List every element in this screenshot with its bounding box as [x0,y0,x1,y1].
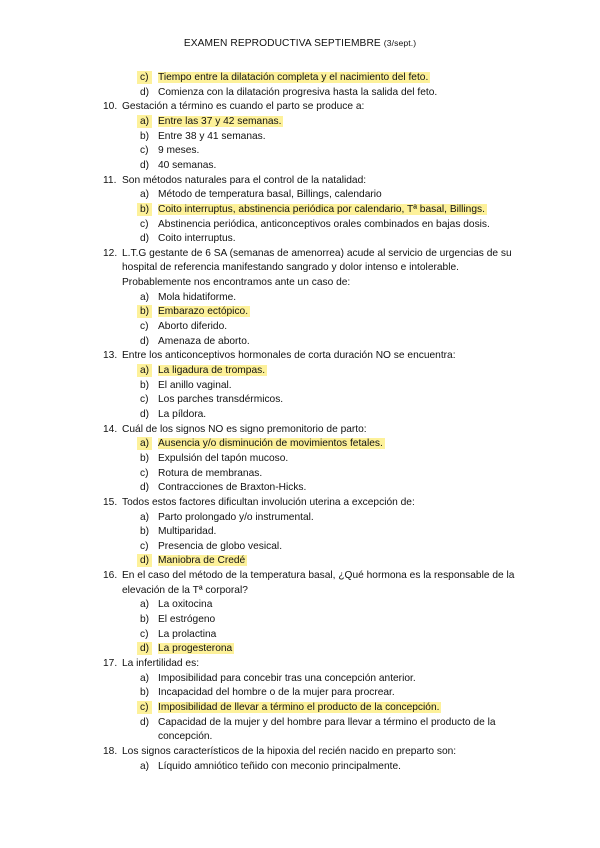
question-number: 16. [103,570,118,582]
question-text: L.T.G gestante de 6 SA (semanas de amenorrea) acude al servicio de urgencias de su [122,247,512,259]
option-letter: b) [140,379,150,391]
option-text [158,305,250,318]
option-text-content: Líquido amniótico teñido con meconio principalmente. [158,760,401,772]
option-text-content: El estrógeno [158,614,216,626]
option-text [158,525,216,538]
option-letter: a) [137,364,152,377]
option-letter: a) [140,189,150,201]
option-letter: b) [140,687,150,699]
option-letter: b) [140,452,150,464]
option-text-content: 40 semanas. [158,159,217,171]
option-text [158,291,236,304]
option-letter: b) [140,614,150,626]
option-letter: a) [137,115,152,128]
option-text [158,393,283,406]
option-text-content: Abstinencia periódica, anticonceptivos orales combinados en bajas dosis. [158,218,490,230]
option-text [158,379,232,392]
option-text-content: Aborto diferido. [158,321,228,333]
option-text [158,642,234,655]
question-text: En el caso del método de la temperatura basal, ¿Qué hormona es la responsable de la [122,570,515,582]
option-text-content: Multiparidad. [158,526,217,538]
option-text-content: La ligadura de trompas. [158,365,266,376]
option-text [158,144,199,157]
question-text: Gestación a término es cuando el parto se produce a: [122,101,365,113]
option-text-content: Imposibilidad para concebir tras una concepción anterior. [158,672,416,684]
option-letter: c) [140,321,149,333]
option-text-content: Mola hidatiforme. [158,291,237,303]
option-text [158,540,282,553]
option-text-content: Presencia de globo vesical. [158,540,283,552]
option-text [158,130,266,143]
option-letter: c) [140,145,149,157]
option-letter: a) [140,599,150,611]
option-letter: c) [137,701,152,714]
option-text-content: Imposibilidad de llevar a término el producto de la concepción. [158,701,440,713]
option-text-content: Amenaza de aborto. [158,335,250,347]
option-text [158,613,215,626]
option-text [158,481,306,494]
option-letter: b) [140,130,150,142]
option-text [158,730,212,743]
option-text [158,364,267,377]
question-number: 14. [103,423,118,435]
option-text-content: Rotura de membranas. [158,467,263,479]
option-text-content: Entre 38 y 41 semanas. [158,130,266,142]
option-text [158,335,250,348]
option-letter: c) [137,71,152,84]
question-number: 18. [103,745,118,757]
option-text-content: Incapacidad del hombre o de la mujer para procrear. [158,687,395,699]
option-letter: d) [140,233,150,245]
option-text [158,159,216,172]
option-text [158,320,227,333]
option-letter: a) [140,291,150,303]
option-text [158,218,490,231]
option-text-content: Entre las 37 y 42 semanas. [158,115,282,127]
option-text [158,701,441,714]
option-text-content: Ausencia y/o disminución de movimientos fetales. [158,438,383,450]
option-text-content: Los parches transdérmicos. [158,394,284,406]
option-text [158,115,283,128]
option-text [158,71,430,84]
option-text-content: Contracciones de Braxton-Hicks. [158,482,307,494]
question-text: La infertilidad es: [122,658,200,669]
option-text [158,686,395,699]
option-text [158,672,416,685]
document-title [0,38,600,49]
option-text-content: Capacidad de la mujer y del hombre para llevar a término el producto de la [158,716,496,728]
question-text: Los signos característicos de la hipoxia del recién nacido en preparto son: [122,745,457,757]
option-text [158,554,247,567]
option-letter: d) [140,408,150,420]
option-letter: d) [140,335,150,347]
option-text-content: Comienza con la dilatación progresiva hasta la salida del feto. [158,86,438,98]
option-text [158,203,487,216]
question-text: elevación de la Tª corporal? [122,584,248,596]
question-text: Son métodos naturales para el control de la natalidad: [122,174,367,186]
option-letter: a) [140,760,150,772]
option-text [158,628,216,641]
option-letter: c) [140,467,149,479]
option-text-content: Tiempo entre la dilatación completa y el nacimiento del feto. [158,72,429,83]
question-text: Probablemente nos encontramos ante un caso de: [122,277,351,289]
option-text-content: Expulsión del tapón mucoso. [158,452,289,464]
option-text [158,86,437,99]
option-text [158,188,382,201]
option-text-content: Parto prolongado y/o instrumental. [158,511,314,523]
question-number: 12. [103,247,118,259]
question-text: Entre los anticonceptivos hormonales de corta duración NO se encuentra: [122,350,456,362]
option-letter: c) [140,540,149,552]
option-text [158,408,206,421]
exam-date: (3/sept.) [383,38,417,48]
option-letter: b) [140,526,150,538]
question-text: hospital de referencia manifestando sangrado y dolor intenso e intolerable. [122,262,459,274]
option-letter: c) [140,218,149,230]
option-letter: d) [140,86,150,98]
option-letter: a) [140,511,150,523]
option-text-content: La píldora. [158,408,207,420]
option-letter: d) [140,159,150,171]
question-text: Cuál de los signos NO es signo premonitorio de parto: [122,423,367,435]
option-text-content: La prolactina [158,628,217,640]
option-text-content: Coito interruptus, abstinencia periódica por calendario, Tª basal, Billings. [158,203,485,215]
option-text [158,716,496,729]
option-text-content: La progesterona [158,643,233,655]
option-text [158,452,288,465]
option-text-content: La oxitocina [158,599,213,611]
question-number: 13. [103,350,118,362]
question-number: 17. [103,658,118,669]
option-text [158,760,401,773]
option-text-content: El anillo vaginal. [158,379,232,391]
question-text: Todos estos factores dificultan involución uterina a excepción de: [122,496,415,508]
option-text [158,511,314,524]
option-letter: c) [140,394,149,406]
option-letter: c) [140,628,149,640]
option-text [158,598,212,611]
question-number: 15. [103,496,118,508]
option-text [158,232,236,245]
question-number: 11. [103,174,117,186]
option-text [158,467,262,480]
option-text [158,437,385,450]
option-letter: d) [137,554,152,567]
option-text-content: Maniobra de Credé [158,555,246,567]
option-letter: d) [137,642,152,655]
option-letter: d) [140,482,150,494]
option-letter: b) [137,203,152,216]
option-letter: a) [140,672,150,684]
option-text-content: Embarazo ectópico. [158,306,249,318]
question-number: 10. [103,101,118,113]
exam-title: EXAMEN REPRODUCTIVA SEPTIEMBRE [183,38,381,49]
option-text-content: Coito interruptus. [158,233,236,245]
option-text-content: Método de temperatura basal, Billings, calendario [158,189,382,201]
option-letter: a) [137,437,152,450]
option-text-content: 9 meses. [158,145,200,157]
option-letter: b) [137,305,152,318]
option-letter: d) [140,716,150,728]
option-text-content: concepción. [158,731,213,743]
